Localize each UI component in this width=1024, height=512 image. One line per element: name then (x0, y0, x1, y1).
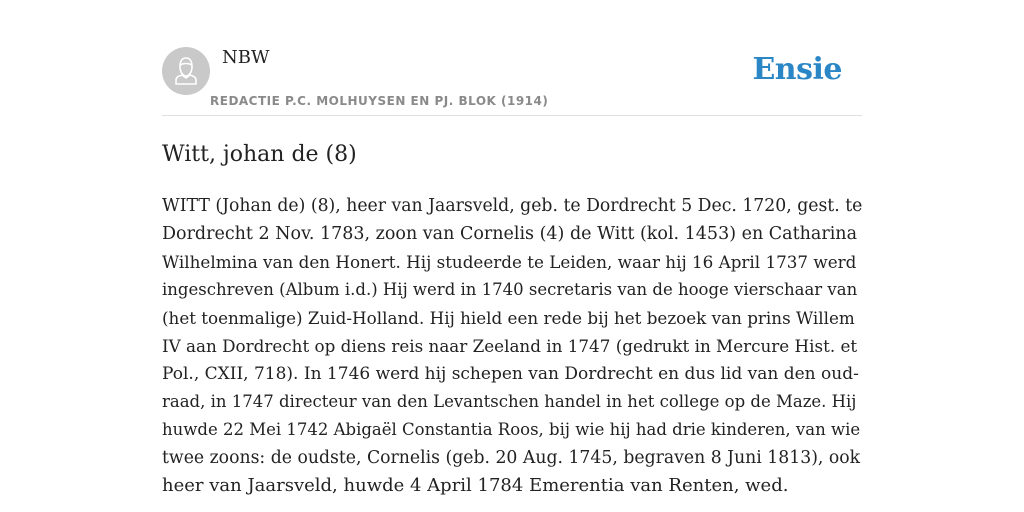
body-line: raad, in 1747 directeur van den Levantschen handel in het college op de Maze. Hij (162, 392, 857, 411)
source-label: REDACTIE P.C. MOLHUYSEN EN PJ. BLOK (1914) (210, 94, 549, 108)
body-line: huwde 22 Mei 1742 Abigaël Constantia Roos, bij wie hij had drie kinderen, van wie (162, 420, 861, 439)
article-body (162, 192, 862, 500)
body-line: WITT (Johan de) (8), heer van Jaarsveld, geb. te Dordrecht 5 Dec. 1720, gest. te (162, 196, 863, 216)
body-line: (het toenmalige) Zuid-Holland. Hij hield een rede bij het bezoek van prins Willem (162, 308, 855, 328)
body-line: IV aan Dordrecht op diens reis naar Zeeland in 1747 (gedrukt in Mercure Hist. et (162, 336, 858, 356)
page-header (162, 40, 862, 116)
article-title: Witt, johan de (8) (162, 142, 357, 167)
body-line: twee zoons: de oudste, Cornelis (geb. 20 Aug. 1745, begraven 8 Juni 1813), ook (162, 448, 861, 468)
body-line: Dordrecht 2 Nov. 1783, zoon van Cornelis (4) de Witt (kol. 1453) en Catharina (162, 224, 858, 244)
user-icon (162, 47, 210, 95)
author-name[interactable]: NBW (222, 47, 270, 68)
brand-logo[interactable]: Ensie (752, 52, 842, 87)
body-line: ingeschreven (Album i.d.) Hij werd in 1740 secretaris van de hooge vierschaar van (162, 280, 858, 299)
author-avatar[interactable] (162, 47, 210, 95)
body-line: Wilhelmina van den Honert. Hij studeerde te Leiden, waar hij 16 April 1737 werd (162, 252, 857, 272)
body-line: heer van Jaarsveld, huwde 4 April 1784 Emerentia van Renten, wed. (162, 475, 789, 496)
body-line: Pol., CXII, 718). In 1746 werd hij schepen van Dordrecht en dus lid van den oud- (162, 364, 859, 384)
